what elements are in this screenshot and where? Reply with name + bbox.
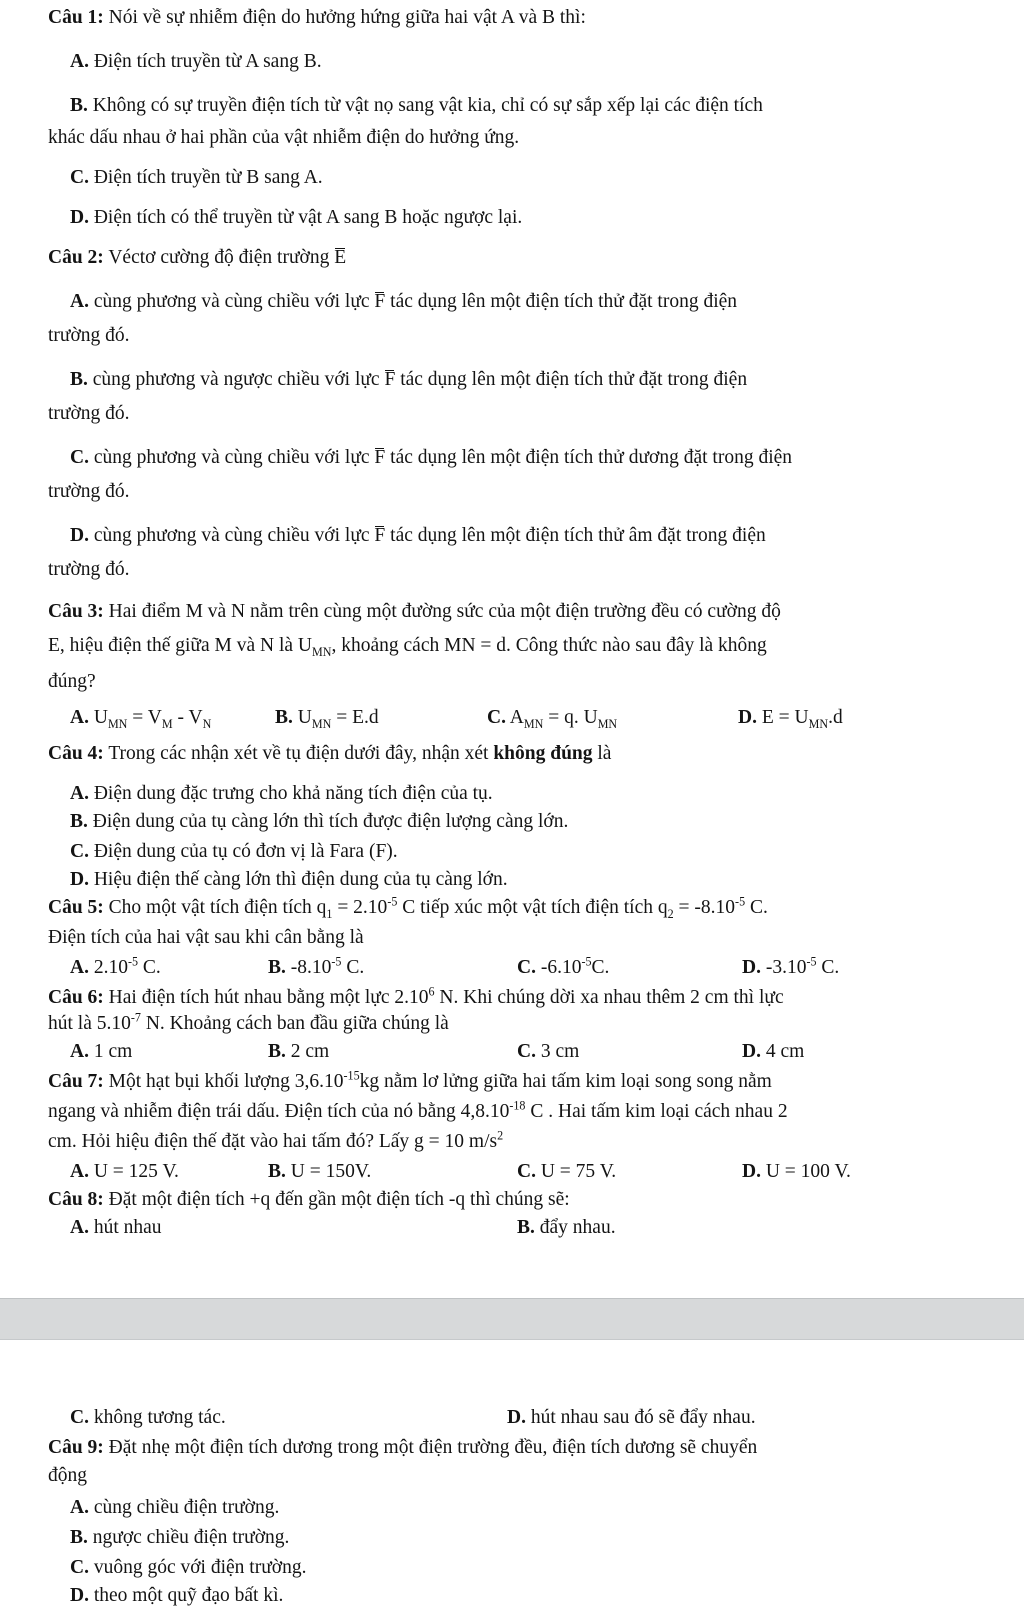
q6-label: Câu 6: [48, 987, 104, 1008]
q2-label: Câu 2: [48, 247, 104, 268]
q9-option-a: A. cùng chiều điện trường. [70, 1497, 280, 1518]
q4-option-c: C. Điện dung của tụ có đơn vị là Fara (F). [70, 841, 398, 862]
q8-option-a: A. hút nhau [70, 1217, 162, 1238]
q6-option-b: B. 2 cm [268, 1041, 330, 1062]
question-7: Câu 7: Một hạt bụi khối lượng $3,6.10^{-15}kg$ nằm lơ lửng giữa hai tấm kim loại song song nằm [48, 1068, 772, 1092]
q5-option-a: A. $2.10^{-5}$ C. [70, 954, 161, 978]
question-8: Câu 8: Đặt một điện tích +q đến gần một điện tích -q thì chúng sẽ: [48, 1189, 570, 1210]
q2-option-b-cont: trường đó. [48, 403, 130, 424]
q2-option-d-cont: trường đó. [48, 559, 130, 580]
q1-label: Câu 1: [48, 7, 104, 28]
q1-text: Nói về sự nhiễm điện do hưởng hứng giữa hai vật A và B thì: [108, 7, 586, 28]
q6-line-2: hút là $5.10^{-7}$ N. Khoảng cách ban đầu giữa chúng là [48, 1010, 449, 1034]
q7-option-c: C. U = 75 V. [517, 1161, 617, 1182]
q5-line-2: Điện tích của hai vật sau khi cân bằng là [48, 927, 364, 948]
q3-option-c: C. $A_{MN} = q$. $U_{MN}$ [487, 707, 618, 731]
q9-line-2: động [48, 1465, 87, 1486]
q1-option-d: D. Điện tích có thể truyền từ vật A sang B hoặc ngược lại. [70, 207, 523, 228]
q7-line-3: cm. Hỏi hiệu điện thế đặt vào hai tấm đó? Lấy g = 10 $m/s^2$ [48, 1128, 504, 1152]
question-1 [48, 6, 586, 30]
question-4: Câu 4: Trong các nhận xét về tụ điện dưới đây, nhận xét không đúng là [48, 743, 612, 764]
q5-option-b: B. $-8.10^{-5}$ C. [268, 954, 365, 978]
q3-label: Câu 3: [48, 601, 104, 622]
q3-line-3: đúng? [48, 671, 96, 692]
q1-option-b-cont: khác dấu nhau ở hai phần của vật nhiễm điện do hưởng ứng. [48, 127, 520, 148]
q9-option-b: B. ngược chiều điện trường. [70, 1527, 290, 1548]
q1-option-c: C. Điện tích truyền từ B sang A. [70, 167, 323, 188]
q3-line-2: E, hiệu điện thế giữa M và N là $U_{MN}$, khoảng cách MN = d. Công thức nào sau đây là không [48, 635, 767, 659]
q5-option-d: D. $-3.10^{-5}$ C. [742, 954, 840, 978]
q3-option-d: D. $E = U_{MN}.d$ [738, 707, 843, 731]
question-3: Câu 3: Hai điểm M và N nằm trên cùng một đường sức của một điện trường đều có cường độ [48, 601, 781, 622]
question-9: Câu 9: Đặt nhẹ một điện tích dương trong một điện trường đều, điện tích dương sẽ chuyển [48, 1437, 758, 1458]
q4-label: Câu 4: [48, 743, 104, 764]
q4-option-a: A. Điện dung đặc trưng cho khả năng tích điện của tụ. [70, 783, 493, 804]
q3-option-a: A. $U_{MN} = V_M - V_N$ [70, 707, 212, 731]
q7-option-a: A. U = 125 V. [70, 1161, 179, 1182]
q2-option-d: D. cùng phương và cùng chiều với lực F tác dụng lên một điện tích thử âm đặt trong điện [70, 525, 766, 546]
q9-label: Câu 9: [48, 1437, 104, 1458]
q9-option-c: C. vuông góc với điện trường. [70, 1557, 307, 1578]
q9-option-d: D. theo một quỹ đạo bất kì. [70, 1585, 284, 1606]
q2-option-c-cont: trường đó. [48, 481, 130, 502]
q6-option-d: D. 4 cm [742, 1041, 805, 1062]
q2-option-a: A. cùng phương và cùng chiều với lực F tác dụng lên một điện tích thử đặt trong điện [70, 291, 738, 312]
question-6: Câu 6: Hai điện tích hút nhau bằng một lực 2.10$^6$ N. Khi chúng dời xa nhau thêm 2 cm thì lực [48, 984, 784, 1008]
q2-option-c: C. cùng phương và cùng chiều với lực F tác dụng lên một điện tích thử dương đặt trong điện [70, 447, 793, 468]
question-2: Câu 2: Véctơ cường độ điện trường E [48, 247, 347, 268]
question-5: Câu 5: Cho một vật tích điện tích $q_1 = 2.10^{-5}$ C tiếp xúc một vật tích điện tích $q_2 = -8.10^{-5}$ C. [48, 894, 768, 921]
q6-option-c: C. 3 cm [517, 1041, 580, 1062]
q4-option-b: B. Điện dung của tụ càng lớn thì tích được điện lượng càng lớn. [70, 811, 569, 832]
q8-option-b: B. đẩy nhau. [517, 1217, 616, 1238]
q2-option-b: B. cùng phương và ngược chiều với lực F tác dụng lên một điện tích thử đặt trong điện [70, 369, 748, 390]
q1-option-a: A. Điện tích truyền từ A sang B. [70, 51, 322, 72]
q5-label: Câu 5: [48, 897, 104, 918]
q8-option-c: C. không tương tác. [70, 1407, 226, 1428]
q2-option-a-cont: trường đó. [48, 325, 130, 346]
q7-label: Câu 7: [48, 1071, 104, 1092]
q7-option-b: B. U = 150V. [268, 1161, 372, 1182]
q5-option-c: C. $-6.10^{-5}C$. [517, 954, 610, 978]
q6-option-a: A. 1 cm [70, 1041, 133, 1062]
page-break [0, 1298, 1024, 1340]
q4-option-d: D. Hiệu điện thế càng lớn thì điện dung của tụ càng lớn. [70, 869, 508, 890]
q7-option-d: D. U = 100 V. [742, 1161, 851, 1182]
q3-option-b: B. $U_{MN} = E.d$ [275, 707, 379, 731]
q8-option-d: D. hút nhau sau đó sẽ đẩy nhau. [507, 1407, 756, 1428]
vector-e: E [334, 247, 347, 268]
q8-label: Câu 8: [48, 1189, 104, 1210]
q7-line-2: ngang và nhiễm điện trái dấu. Điện tích của nó bằng $4,8.10^{-18}$ C . Hai tấm kim loại cách nhau 2 [48, 1098, 788, 1122]
q1-option-b: B. Không có sự truyền điện tích từ vật nọ sang vật kia, chỉ có sự sắp xếp lại các điện tích [70, 95, 763, 116]
